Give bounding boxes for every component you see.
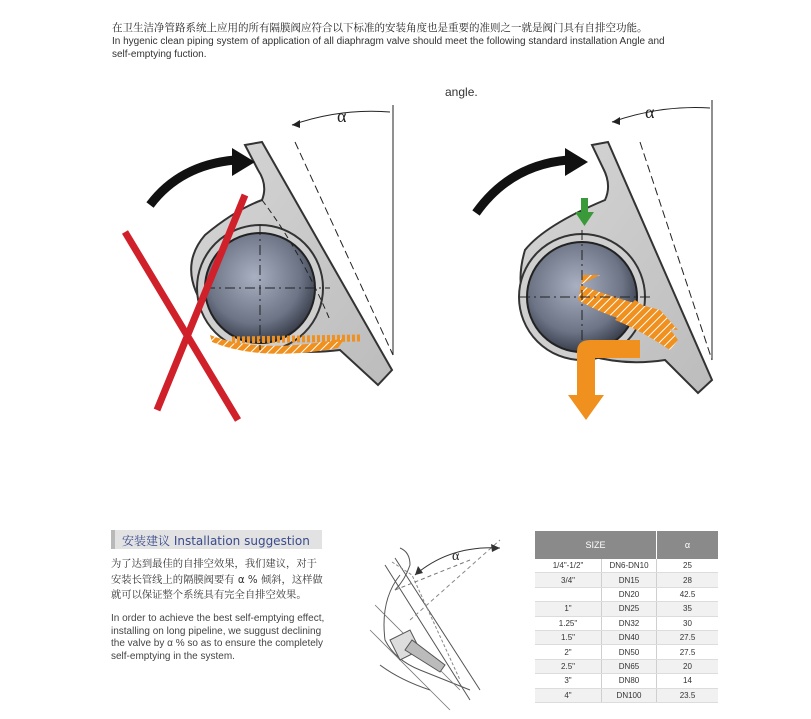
installation-text-english: In order to achieve the best self-emptying effect, installing on long pipeline, we suggust declining the valve by α % so as to ensure the completely self-emptying in the system.: [111, 613, 325, 662]
intro-chinese: 在卫生洁净管路系统上应用的所有隔膜阀应符合以下标准的安装角度也是重要的准则之一就是阀门具有自排空功能。: [112, 22, 648, 34]
alpha-label-right: α: [645, 102, 655, 122]
alpha-label-left: α: [337, 106, 347, 126]
cell-dn: DN80: [602, 674, 657, 688]
cell-inch: 4": [535, 688, 602, 702]
size-angle-table: [535, 531, 718, 703]
header-accent-bar: [111, 530, 115, 549]
cell-inch: 1/4"-1/2": [535, 559, 602, 573]
cell-alpha: 35: [657, 602, 719, 616]
cell-dn: DN100: [602, 688, 657, 702]
table-row: [535, 630, 718, 644]
cell-dn: DN65: [602, 659, 657, 673]
installation-header-title: 安装建议 Installation suggestion: [122, 534, 310, 548]
cell-inch: 1": [535, 602, 602, 616]
table-row: [535, 688, 718, 702]
cell-dn: DN25: [602, 602, 657, 616]
installation-text-chinese: 为了达到最佳的自排空效果，我们建议，对于安装长管线上的隔膜阀要有 α % 倾斜，这样做就可以保证整个系统具有完全自排空效果。: [111, 558, 323, 601]
cell-alpha: 27.5: [657, 630, 719, 644]
valve-pipeline-sketch: [355, 535, 525, 715]
cell-alpha: 28: [657, 573, 719, 587]
installation-header: [111, 530, 322, 549]
table-row: [535, 645, 718, 659]
table-row: [535, 674, 718, 688]
header-size: SIZE: [535, 531, 657, 559]
intro-english: In hygenic clean piping system of application of all diaphragm valve should meet the following standard installation Angle and self-emptying fuction.: [112, 36, 665, 60]
cell-alpha: 14: [657, 674, 719, 688]
cell-inch: 1.5": [535, 630, 602, 644]
cell-inch: 2": [535, 645, 602, 659]
table-header-row: [535, 531, 718, 559]
cell-inch: 2.5": [535, 659, 602, 673]
table-row: [535, 573, 718, 587]
alpha-label-small: α: [452, 549, 460, 564]
cell-alpha: 27.5: [657, 645, 719, 659]
cell-dn: DN15: [602, 573, 657, 587]
cell-alpha: 23.5: [657, 688, 719, 702]
right-valve-correct: [476, 100, 712, 420]
angle-label: angle.: [445, 85, 478, 99]
cell-dn: DN20: [602, 587, 657, 601]
table-row: [535, 659, 718, 673]
header-alpha: α: [657, 531, 719, 559]
cell-alpha: 42.5: [657, 587, 719, 601]
table-row: [535, 559, 718, 573]
cell-inch: [535, 587, 602, 601]
cell-alpha: 20: [657, 659, 719, 673]
cell-inch: 3/4": [535, 573, 602, 587]
table-row: [535, 602, 718, 616]
table-row: [535, 616, 718, 630]
table-row: [535, 587, 718, 601]
left-valve-wrong: [125, 105, 393, 420]
cell-dn: DN50: [602, 645, 657, 659]
cell-dn: DN32: [602, 616, 657, 630]
cell-inch: 3": [535, 674, 602, 688]
cell-alpha: 30: [657, 616, 719, 630]
cell-inch: 1.25": [535, 616, 602, 630]
cell-dn: DN40: [602, 630, 657, 644]
cell-alpha: 25: [657, 559, 719, 573]
valve-angle-diagram: [0, 80, 811, 430]
cell-dn: DN6-DN10: [602, 559, 657, 573]
